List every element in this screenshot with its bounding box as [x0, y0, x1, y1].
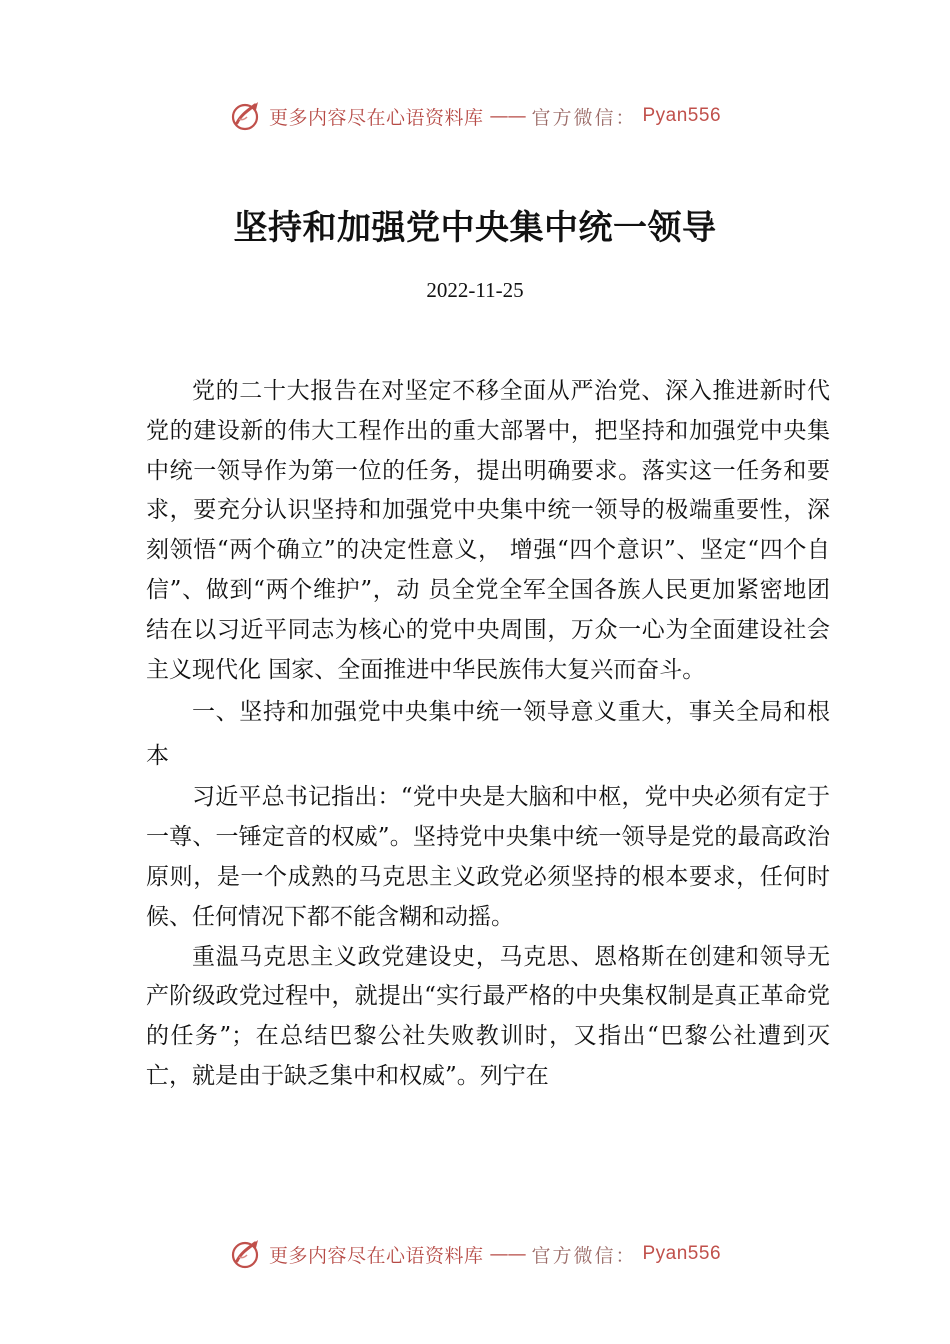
footer-watermark-banner: [0, 1234, 950, 1274]
body-paragraph: 重温马克思主义政党建设史，马克思、恩格斯在创建和领导无产阶级政党过程中，就提出“实行最严格的中央集权制是真正革命党的任务”；在总结巴黎公社失败教训时，又指出“巴黎公社遭到灭亡，就是由于缺乏集中和权威”。列宁在: [146, 943, 830, 1089]
banner-wechat-id: Pyan556: [642, 1243, 722, 1264]
banner-wechat-id: Pyan556: [642, 105, 722, 126]
body-paragraph: 党的二十大报告在对坚定不移全面从严治党、深入推进新时代党的建设新的伟大工程作出的重大部署中，把坚持和加强党中央集中统一领导作为第一位的任务，提出明确要求。落实这一任务和要求，要充分认识坚持和加强党中央集中统一领导的极端重要性，深刻领悟“两个确立”的决定性意义， 增强“四个意识”、坚定“四个自信”、做到“两个维护”，动 员全党全军全国各族人民更加紧密地团结在以习近平同志为核心的党中央周围，万众一心为全面建设社会主义现代化 国家、全面推进中华民族伟大复兴而奋斗。: [146, 378, 830, 683]
banner-wechat-label: 官方微信：: [531, 106, 637, 129]
header-watermark-banner: [0, 96, 950, 136]
section-heading: 一、坚持和加强党中央集中统一领导意义重大，事关全局和根本: [146, 699, 830, 770]
banner-wechat-label: 官方微信：: [531, 1244, 637, 1267]
document-title: 坚持和加强党中央集中统一领导: [233, 208, 717, 248]
brush-logo-icon: [229, 99, 263, 133]
body-paragraph: 习近平总书记指出：“党中央是大脑和中枢，党中央必须有定于一尊、一锤定音的权威”。坚持党中央集中统一领导是党的最高政治原则，是一个成熟的马克思主义政党必须坚持的根本要求，任何时候、任何情况下都不能含糊和动摇。: [146, 784, 830, 930]
brush-logo-icon: [229, 1237, 263, 1271]
document-body: [146, 372, 830, 1097]
banner-main-text: 更多内容尽在心语资料库: [268, 1244, 484, 1267]
document-date: 2022-11-25: [426, 278, 524, 302]
banner-main-text: 更多内容尽在心语资料库: [268, 106, 484, 129]
banner-dash: ——: [489, 105, 526, 127]
banner-dash: ——: [489, 1243, 526, 1265]
